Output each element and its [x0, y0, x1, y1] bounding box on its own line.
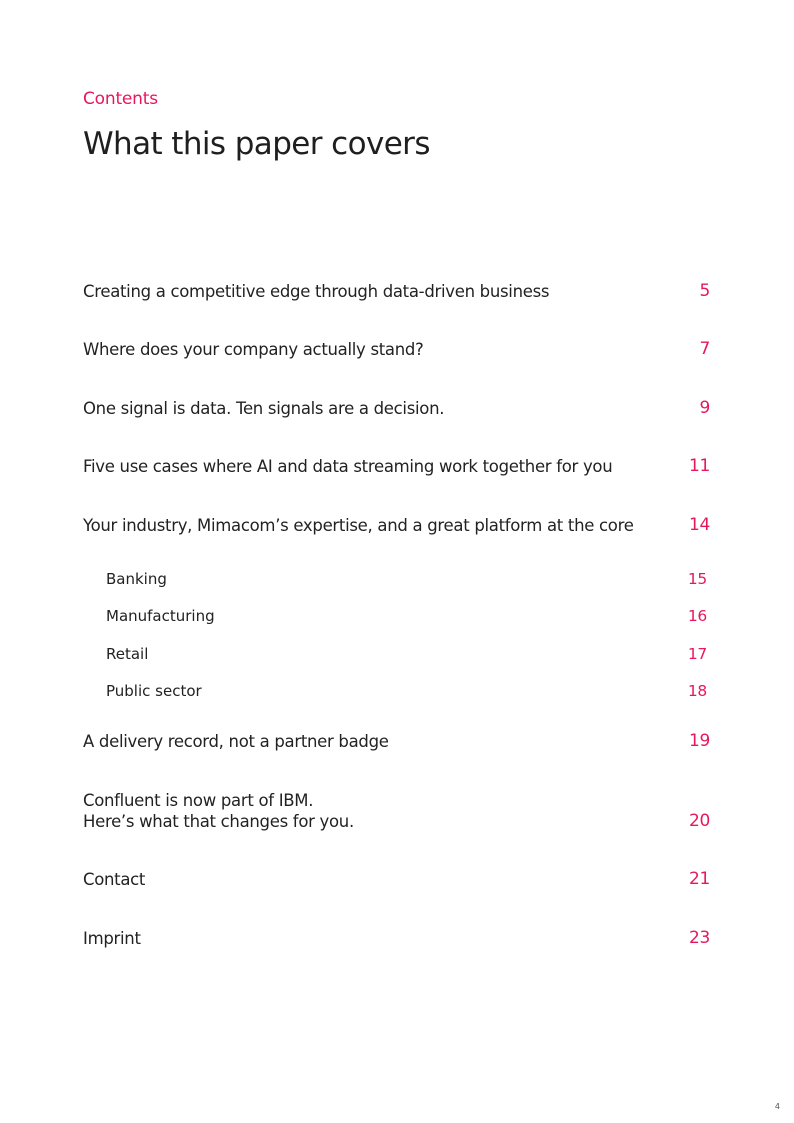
toc-item-label: A delivery record, not a partner badge — [83, 732, 389, 751]
page-title: What this paper covers — [83, 126, 430, 162]
toc-item-page: 18 — [687, 682, 707, 700]
toc-item-label: Creating a competitive edge through data-driven business — [83, 282, 550, 301]
toc-item-page: 9 — [699, 398, 710, 418]
toc-item-label: Where does your company actually stand? — [83, 340, 424, 359]
toc-item-page: 19 — [688, 731, 710, 751]
toc-item-page: 14 — [688, 515, 710, 535]
toc-item-delivery-record[interactable] — [83, 731, 710, 752]
contents-eyebrow: Contents — [83, 89, 158, 109]
toc-item-page: 21 — [688, 869, 710, 889]
toc-item-page: 11 — [688, 456, 710, 476]
toc-item-one-signal[interactable] — [83, 398, 710, 419]
toc-item-page: 16 — [687, 607, 707, 625]
toc-item-label: Retail — [106, 645, 149, 663]
toc-item-page: 23 — [688, 928, 710, 948]
toc-item-page: 7 — [699, 339, 710, 359]
toc-item-page: 17 — [687, 645, 707, 663]
toc-item-data-driven-business[interactable] — [83, 281, 710, 302]
page-number: 4 — [774, 1102, 780, 1111]
toc-item-label: Five use cases where AI and data streaming work together for you — [83, 457, 613, 476]
toc-item-label: Banking — [106, 570, 167, 588]
toc-item-your-industry[interactable] — [83, 515, 710, 536]
toc-item-imprint[interactable] — [83, 928, 710, 949]
toc-item-label: Confluent is now part of IBM. Here’s what that changes for you. — [83, 791, 354, 831]
toc-item-label: Manufacturing — [106, 607, 215, 625]
toc-item-page: 20 — [688, 811, 710, 831]
toc-item-label: Contact — [83, 870, 146, 889]
toc-subitem-manufacturing[interactable] — [106, 606, 707, 627]
toc-item-where-company-stands[interactable] — [83, 339, 710, 360]
toc-subitem-banking[interactable] — [106, 569, 707, 590]
toc-item-label: Your industry, Mimacom’s expertise, and a great platform at the core — [83, 516, 634, 535]
toc-subitem-public-sector[interactable] — [106, 681, 707, 702]
toc-item-five-use-cases[interactable] — [83, 456, 710, 477]
toc-item-label: Imprint — [83, 929, 141, 948]
toc-item-confluent-ibm[interactable] — [83, 790, 710, 832]
toc-subitem-retail[interactable] — [106, 644, 707, 665]
toc-item-contact[interactable] — [83, 869, 710, 890]
toc-item-label: One signal is data. Ten signals are a decision. — [83, 399, 445, 418]
toc-item-page: 5 — [699, 281, 710, 301]
toc-item-page: 15 — [687, 570, 707, 588]
toc-item-label: Public sector — [106, 682, 202, 700]
